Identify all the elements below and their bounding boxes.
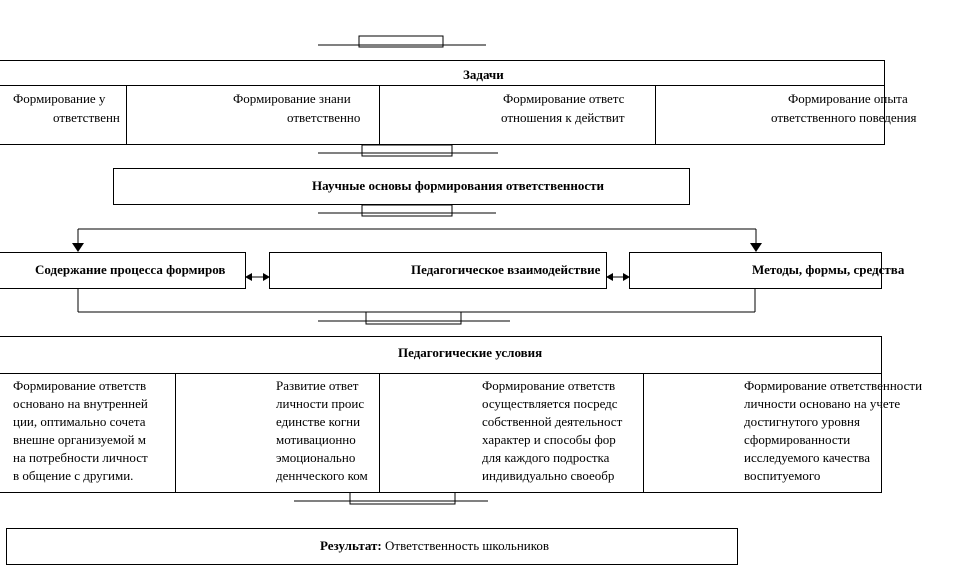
- condition-line: сформированности: [744, 432, 851, 447]
- task-item-line1: Формирование опыта: [788, 91, 908, 106]
- task-item-line2: отношения к действит: [501, 110, 625, 125]
- result-label: Результат:: [320, 538, 382, 553]
- condition-line: внешне организуемой м: [13, 432, 146, 447]
- methods-label: Методы, формы, средства: [752, 262, 905, 277]
- scientific-basis-box: [113, 168, 690, 205]
- condition-line: ции, оптимально сочета: [13, 414, 146, 429]
- condition-line: на потребности личност: [13, 450, 148, 465]
- result-value: Ответственность школьников: [381, 538, 550, 553]
- condition-line: достигнутого уровня: [744, 414, 860, 429]
- condition-item: [0, 374, 175, 492]
- condition-line: собственной деятельност: [482, 414, 623, 429]
- task-item: [655, 86, 917, 144]
- task-item-line2: ответственного поведения: [771, 110, 917, 125]
- conditions-header: Педагогические условия: [398, 345, 543, 360]
- condition-line: характер и способы фор: [482, 432, 616, 447]
- condition-line: эмоционально: [276, 450, 356, 465]
- tasks-header: Задачи: [463, 67, 504, 82]
- result-text: [320, 538, 549, 554]
- task-item: [379, 86, 655, 144]
- task-item: [0, 86, 126, 144]
- task-item-line2: ответственно: [287, 110, 361, 125]
- condition-item: [643, 374, 923, 492]
- interaction-box: [269, 252, 607, 289]
- condition-line: Формирование ответств: [13, 378, 147, 393]
- condition-line: для каждого подростка: [482, 450, 610, 465]
- task-item-line1: Формирование у: [13, 91, 106, 106]
- conditions-header-box: [0, 336, 882, 374]
- conditions-row: [0, 373, 923, 493]
- tasks-header-box: [0, 60, 885, 86]
- interaction-label: Педагогическое взаимодействие: [411, 262, 601, 277]
- condition-line: Формирование ответственности: [744, 378, 923, 393]
- condition-line: деннческого ком: [276, 468, 368, 483]
- condition-line: единстве когни: [276, 414, 361, 429]
- condition-line: воспитуемого: [744, 468, 821, 483]
- condition-line: Развитие ответ: [276, 378, 359, 393]
- condition-line: осуществляется посредс: [482, 396, 618, 411]
- condition-line: исследуемого качества: [744, 450, 870, 465]
- tasks-row: [0, 85, 917, 145]
- task-item-line1: Формирование знани: [233, 91, 351, 106]
- content-label: Содержание процесса формиров: [35, 262, 226, 277]
- condition-line: Формирование ответств: [482, 378, 616, 393]
- condition-item: [379, 374, 643, 492]
- result-box: [6, 528, 738, 565]
- condition-line: мотивационно: [276, 432, 356, 447]
- task-item-line1: Формирование ответс: [503, 91, 625, 106]
- condition-item: [175, 374, 379, 492]
- condition-line: индивидуально своеобр: [482, 468, 615, 483]
- scientific-basis-label: Научные основы формирования ответственности: [312, 178, 604, 193]
- task-item-line2: ответственн: [53, 110, 120, 125]
- methods-box: [629, 252, 905, 289]
- condition-line: личности проис: [276, 396, 365, 411]
- task-item: [126, 86, 379, 144]
- content-box: [0, 252, 246, 289]
- condition-line: в общение с другими.: [13, 468, 134, 483]
- condition-line: личности основано на учете: [744, 396, 901, 411]
- condition-line: основано на внутренней: [13, 396, 148, 411]
